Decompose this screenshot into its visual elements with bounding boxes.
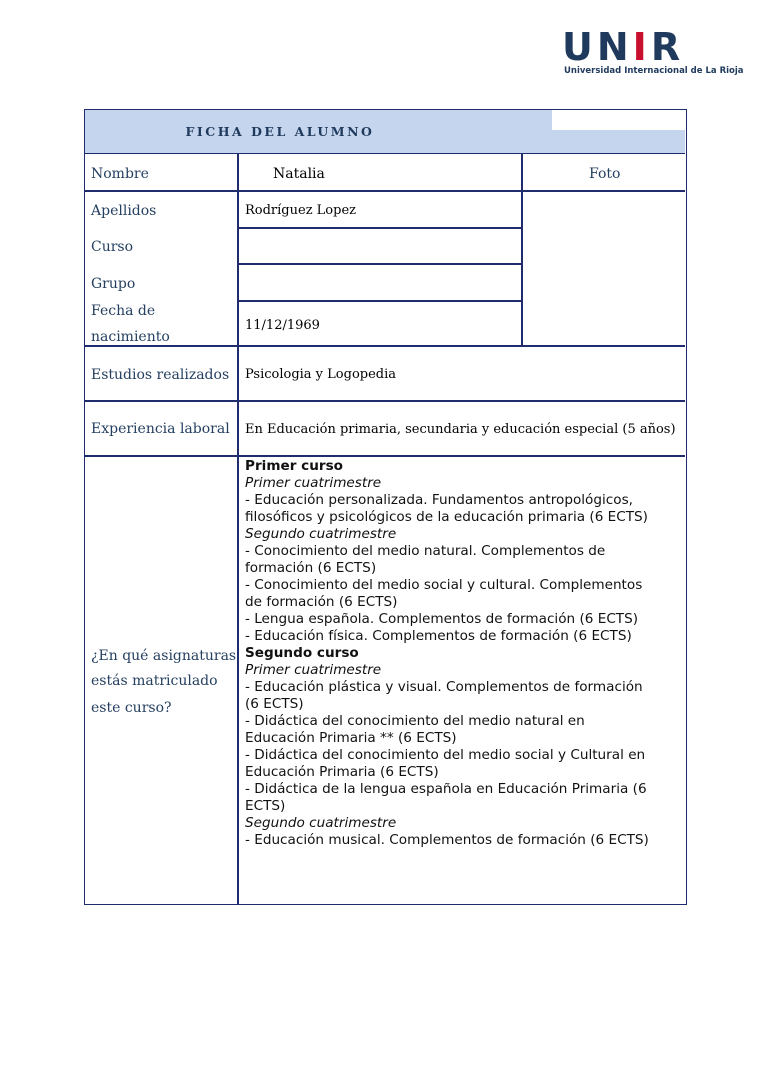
photo-column-divider [521, 154, 523, 346]
row-divider [85, 190, 685, 192]
label-asignaturas-line3: este curso? [91, 700, 172, 716]
subject-line: Segundo cuatrimestre [245, 815, 397, 831]
value-nombre: Natalia [273, 166, 325, 182]
value-apellidos: Rodríguez Lopez [245, 203, 357, 218]
row-divider [85, 345, 685, 347]
subject-line: filosóficos y psicológicos de la educación primaria (6 ECTS) [245, 509, 648, 525]
student-record-form [84, 109, 687, 905]
label-grupo: Grupo [91, 276, 136, 292]
value-fecha: 11/12/1969 [245, 318, 320, 333]
label-experiencia: Experiencia laboral [91, 421, 230, 437]
row-divider [237, 300, 521, 302]
header-blank-area [552, 110, 685, 130]
unir-logo [560, 25, 744, 80]
value-experiencia: En Educación primaria, secundaria y educación especial (5 años) [245, 422, 676, 437]
label-nombre: Nombre [91, 166, 149, 182]
row-divider [237, 263, 521, 265]
label-asignaturas-line2: estás matriculado [91, 673, 218, 689]
subject-line: - Educación musical. Complementos de formación (6 ECTS) [245, 832, 649, 848]
label-apellidos: Apellidos [91, 203, 157, 219]
subject-line: Segundo cuatrimestre [245, 526, 397, 542]
subject-line: - Educación física. Complementos de formación (6 ECTS) [245, 628, 632, 644]
row-divider [85, 455, 685, 457]
label-estudios: Estudios realizados [91, 367, 230, 383]
row-divider [237, 227, 521, 229]
subject-line: Educación Primaria ** (6 ECTS) [245, 730, 457, 746]
subject-line: - Lengua española. Complementos de formación (6 ECTS) [245, 611, 639, 627]
label-asignaturas-line1: ¿En qué asignaturas [91, 648, 237, 664]
label-foto: Foto [589, 166, 621, 182]
logo-tagline: Universidad Internacional de La Rioja [564, 66, 744, 76]
subject-line: Segundo curso [245, 645, 359, 661]
subject-line: ECTS) [245, 798, 286, 814]
subject-line: formación (6 ECTS) [245, 560, 377, 576]
subject-line: (6 ECTS) [245, 696, 304, 712]
form-title: FICHA DEL ALUMNO [185, 124, 375, 139]
label-fecha-line2: nacimiento [91, 329, 170, 345]
row-divider [85, 400, 685, 402]
value-estudios: Psicologia y Logopedia [245, 367, 397, 382]
subject-line: de formación (6 ECTS) [245, 594, 398, 610]
subject-line: - Didáctica del conocimiento del medio natural en [245, 713, 585, 729]
subject-line: Primer curso [245, 458, 344, 474]
subject-line: - Educación personalizada. Fundamentos antropológicos, [245, 492, 633, 508]
label-curso: Curso [91, 239, 134, 255]
subject-line: Primer cuatrimestre [245, 475, 382, 491]
logo-wordmark: UNIR [562, 25, 685, 69]
subject-line: - Didáctica de la lengua española en Educación Primaria (6 [245, 781, 647, 797]
subject-line: - Educación plástica y visual. Complementos de formación [245, 679, 643, 695]
subject-line: Primer cuatrimestre [245, 662, 382, 678]
form-header [85, 110, 685, 154]
subject-line: - Didáctica del conocimiento del medio social y Cultural en [245, 747, 646, 763]
column-divider [237, 154, 239, 904]
subjects-list [245, 458, 685, 849]
subject-line: - Conocimiento del medio social y cultural. Complementos [245, 577, 643, 593]
subject-line: - Conocimiento del medio natural. Complementos de [245, 543, 606, 559]
subject-line: Educación Primaria (6 ECTS) [245, 764, 439, 780]
label-fecha-line1: Fecha de [91, 303, 156, 319]
